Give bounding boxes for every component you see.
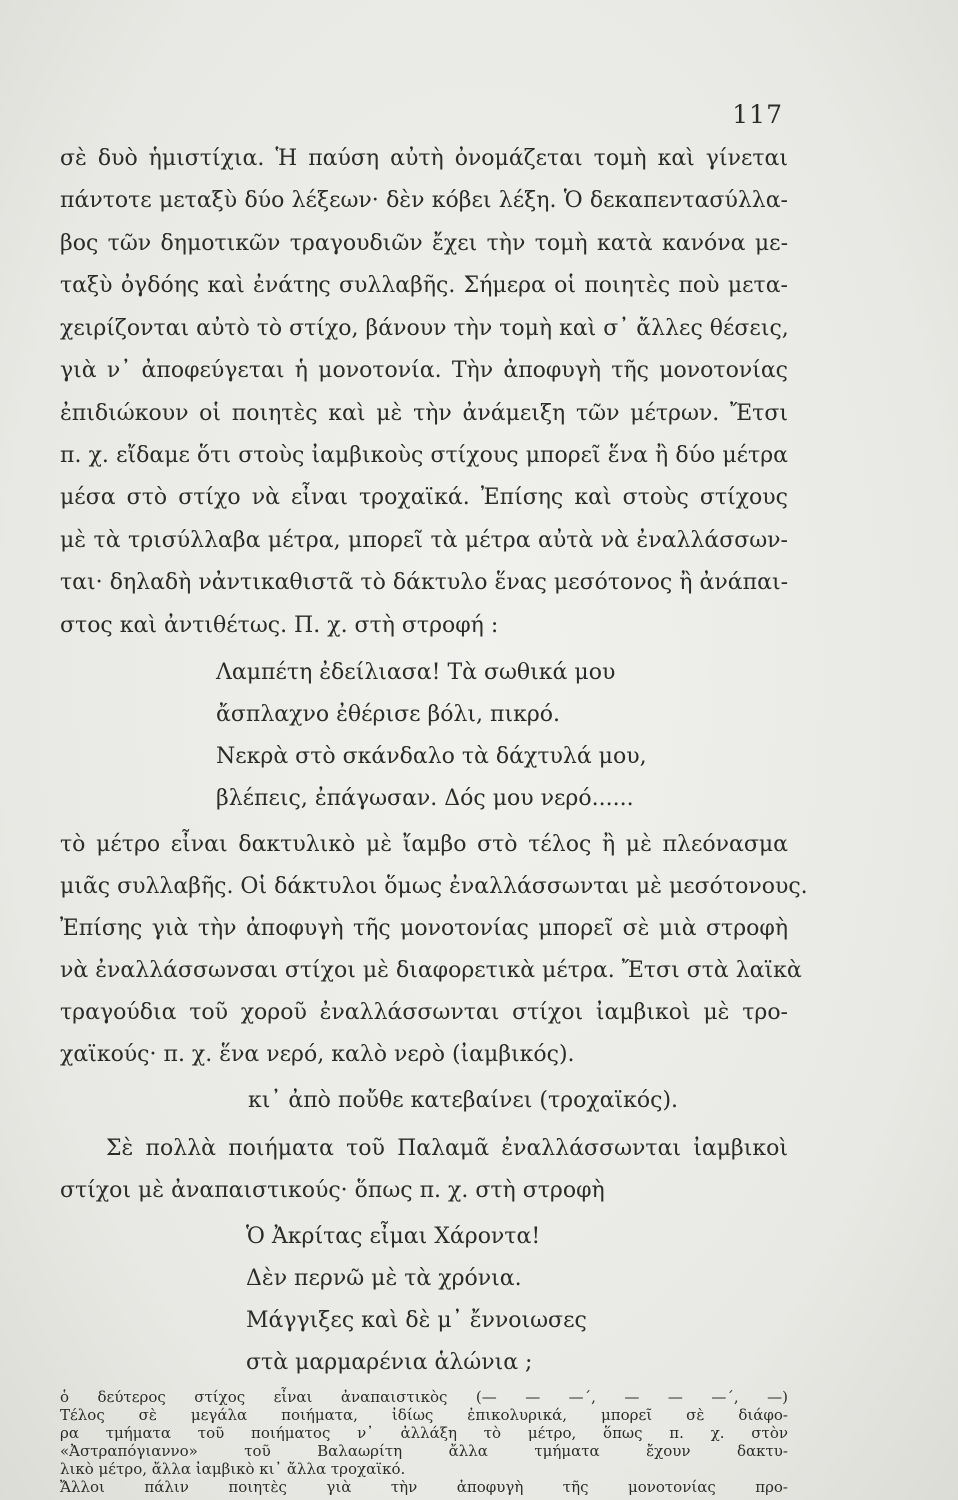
text-line: λικὸ μέτρο, ἄλλα ἰαμβικὸ κι᾿ ἄλλα τροχαϊκό. [60,1460,406,1478]
text-line: χαϊκούς· π. χ. ἕνα νερό, καλὸ νερὸ (ἰαμβικός). [60,1042,575,1067]
text-line: «Ἀστραπόγιαννο» τοῦ Βαλαωρίτη ἄλλα τμήματα ἔχουν δακτυ- [60,1442,788,1460]
text-line: στος καὶ ἀντιθέτως. Π. χ. στὴ στροφή : [60,613,499,638]
verse-line: Νεκρὰ στὸ σκάνδαλο τὰ δάχτυλά μου, [216,744,647,769]
text-line: Τέλος σὲ μεγάλα ποιήματα, ἰδίως ἐπικολυρικά, μπορεῖ σὲ διάφο- [60,1406,788,1424]
text-line: π. χ. εἴδαμε ὅτι στοὺς ἰαμβικοὺς στίχους μπορεῖ ἕνα ἢ δύο μέτρα [60,443,788,468]
text-line: Σὲ πολλὰ ποιήματα τοῦ Παλαμᾶ ἐναλλάσσωνται ἰαμβικοὶ [106,1136,788,1161]
text-line: ἐπιδιώκουν οἱ ποιητὲς καὶ μὲ τὴν ἀνάμειξη τῶν μέτρων. Ἔτσι [60,401,788,426]
text-line: μέσα στὸ στίχο νὰ εἶναι τροχαϊκά. Ἐπίσης καὶ στοὺς στίχους [60,485,788,510]
page-number: 117 [732,100,783,129]
verse-line: κι᾿ ἀπὸ ποὔθε κατεβαίνει (τροχαϊκός). [248,1088,679,1113]
text-line: τραγούδια τοῦ χοροῦ ἐναλλάσσωνται στίχοι ἰαμβικοὶ μὲ τρο- [60,1000,788,1025]
verse-line: Μάγγιξες καὶ δὲ μ᾿ ἔννοιωσες [246,1308,587,1333]
text-line: βος τῶν δημοτικῶν τραγουδιῶν ἔχει τὴν τομὴ κατὰ κανόνα με- [60,231,788,256]
text-line: πάντοτε μεταξὺ δύο λέξεων· δὲν κόβει λέξη. Ὁ δεκαπεντασύλλα- [60,188,788,213]
verse-line: Δὲν περνῶ μὲ τὰ χρόνια. [246,1266,522,1291]
text-line: ται· δηλαδὴ νἀντικαθιστᾶ τὸ δάκτυλο ἕνας μεσότονος ἢ ἀνάπαι- [60,570,788,595]
text-line: ὁ δεύτερος στίχος εἶναι ἀναπαιστικὸς (— — —΄, — — —΄, —) [60,1388,788,1406]
text-line: χειρίζονται αὐτὸ τὸ στίχο, βάνουν τὴν τομὴ καὶ σ᾿ ἄλλες θέσεις, [60,316,789,341]
verse-line: βλέπεις, ἐπάγωσαν. Δός μου νερό...... [216,786,634,811]
text-line: ταξὺ ὀγδόης καὶ ἐνάτης συλλαβῆς. Σήμερα οἱ ποιητὲς ποὺ μετα- [60,273,788,298]
text-line: τὸ μέτρο εἶναι δακτυλικὸ μὲ ἴαμβο στὸ τέλος ἢ μὲ πλεόνασμα [60,832,788,857]
text-line: μιᾶς συλλαβῆς. Οἱ δάκτυλοι ὅμως ἐναλλάσσωνται μὲ μεσότονους. [60,874,808,899]
text-line: νὰ ἐναλλάσσωνσαι στίχοι μὲ διαφορετικὰ μέτρα. Ἔτσι στὰ λαϊκὰ [60,958,802,983]
text-line: σὲ δυὸ ἡμιστίχια. Ἡ παύση αὐτὴ ὀνομάζεται τομὴ καὶ γίνεται [60,146,788,171]
verse-line: ἄσπλαχνο ἐθέρισε βόλι, πικρό. [216,702,561,727]
verse-line: Λαμπέτη ἐδείλιασα! Τὰ σωθικά μου [216,660,616,685]
text-line: στίχοι μὲ ἀναπαιστικούς· ὅπως π. χ. στὴ στροφὴ [60,1178,605,1203]
text-line: μὲ τὰ τρισύλλαβα μέτρα, μπορεῖ τὰ μέτρα αὐτὰ νὰ ἐναλλάσσων- [60,528,788,553]
text-line: ρα τμήματα τοῦ ποιήματος ν᾿ ἀλλάξη τὸ μέτρο, ὅπως π. χ. στὸν [60,1424,788,1442]
verse-line: στὰ μαρμαρένια ἁλώνια ; [246,1350,533,1375]
text-line: Ἐπίσης γιὰ τὴν ἀποφυγὴ τῆς μονοτονίας μπορεῖ σὲ μιὰ στροφὴ [60,916,788,941]
text-line: Ἄλλοι πάλιν ποιητὲς γιὰ τὴν ἀποφυγὴ τῆς μονοτονίας προ- [60,1478,788,1496]
text-line: γιὰ ν᾿ ἀποφεύγεται ἡ μονοτονία. Τὴν ἀποφυγὴ τῆς μονοτονίας [60,358,788,383]
verse-line: Ὁ Ἀκρίτας εἶμαι Χάροντα! [246,1224,541,1249]
